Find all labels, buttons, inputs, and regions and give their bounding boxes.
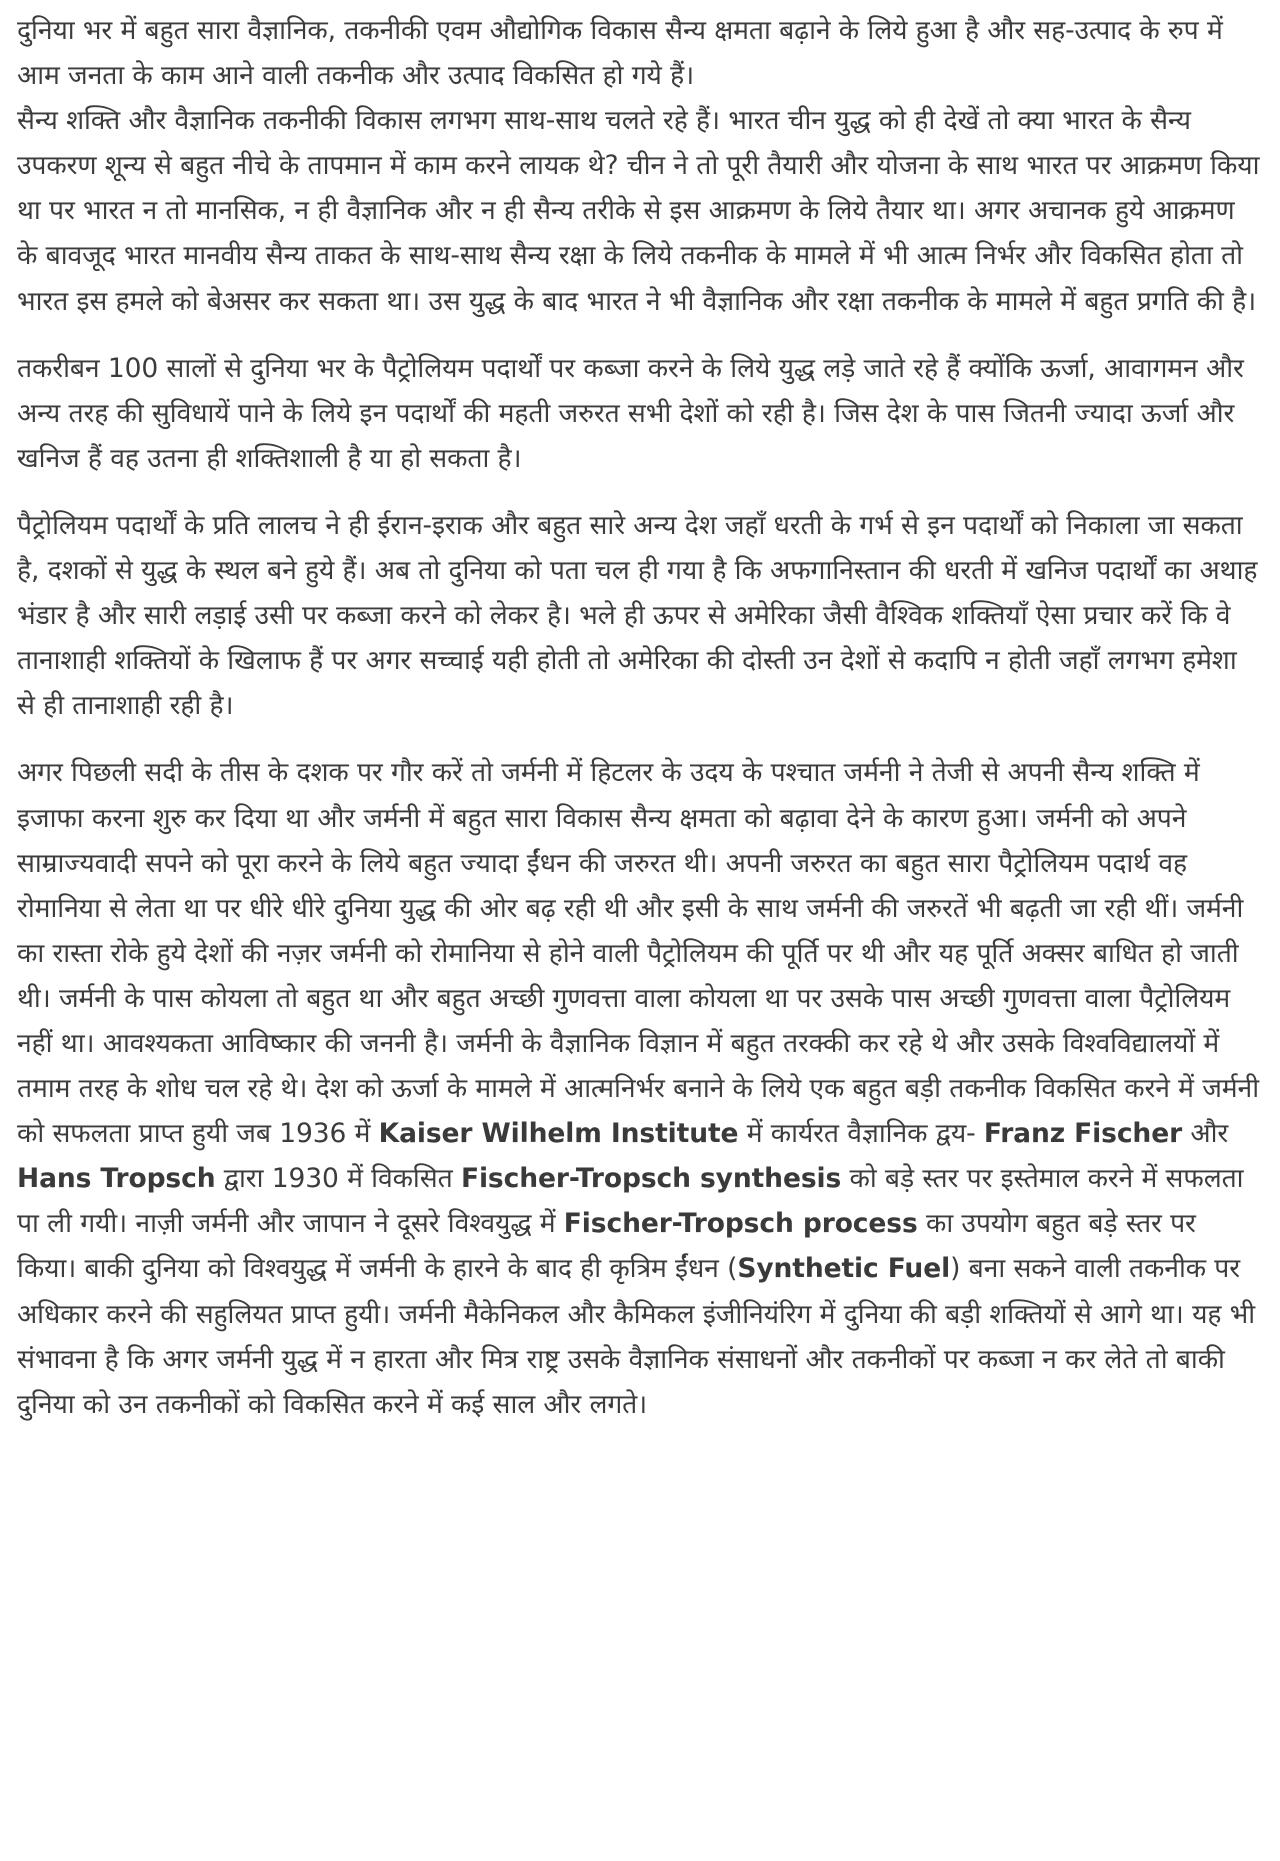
paragraph-1: दुनिया भर में बहुत सारा वैज्ञानिक, तकनीकी एवम औद्योगिक विकास सैन्य क्षमता बढ़ाने के लिये हुआ है और सह-उत्पाद के रुप में आम जनता के काम आने वाली तकनीक और उत्पाद विकसित हो गये हैं। [17, 15, 1223, 92]
paragraph-5-text-2: में कार्यरत वैज्ञानिक द्वय- [738, 1118, 984, 1150]
paragraph-5-text-6: का उपयोग बहुत बड़े स्तर पर किया। बाकी दुनिया को विश्वयुद्ध में जर्मनी के हारने के बाद ही कृत्रिम ईंधन ( [17, 1208, 1196, 1285]
paragraph-3: तकरीबन 100 सालों से दुनिया भर के पैट्रोलियम पदार्थों पर कब्जा करने के लिये युद्ध लड़े जाते रहे हैं क्योंकि ऊर्जा, आवागमन और अन्य तरह की सुविधायें पाने के लिये इन पदार्थों की महती जरुरत सभी देशों को रही है। जिस देश के पास जितनी ज्यादा ऊर्जा और खनिज हैं वह उतना ही शक्तिशाली है या हो सकता है। [17, 352, 1244, 474]
bold-term-fischer-tropsch-process: Fischer-Tropsch process [563, 1208, 918, 1240]
paragraph-5-text-7: ) बना सकने वाली तकनीक पर अधिकार करने की सहुलियत प्राप्त हुयी। जर्मनी मैकेनिकल और कैमिकल इंजीनियंरिग में दुनिया की बड़ी शक्तियों से आगे था। यह भी संभावना है कि अगर जर्मनी युद्ध में न हारता और मित्र राष्ट्र उसके वैज्ञानिक संसाधनों और तकनीकों पर कब्जा न कर लेते तो बाकी दुनिया को उन तकनीकों को विकसित करने में कई साल और लगते। [17, 1253, 1256, 1420]
paragraph-5-text-3: और [1182, 1118, 1229, 1150]
bold-term-kaiser-wilhelm-institute: Kaiser Wilhelm Institute [378, 1118, 739, 1150]
paragraph-5-text-1: अगर पिछली सदी के तीस के दशक पर गौर करें तो जर्मनी में हिटलर के उदय के पश्चात जर्मनी ने तेजी से अपनी सैन्य शक्ति में इजाफा करना शुरु कर दिया था और जर्मनी में बहुत सारा विकास सैन्य क्षमता को बढ़ावा देने के कारण हुआ। जर्मनी को अपने साम्राज्यवादी सपने को पूरा करने के लिये बहुत ज्यादा ईंधन की जरुरत थी। अपनी जरुरत का बहुत सारा पैट्रोलियम पदार्थ वह रोमानिया से लेता था पर धीरे धीरे दुनिया युद्ध की ओर बढ़ रही थी और इसी के साथ जर्मनी की जरुरतें भी बढ़ती जा रही थीं। जर्मनी का रास्ता रोके हुये देशों की नज़र जर्मनी को रोमानिया से होने वाली पैट्रोलियम की पूर्ति पर थी और यह पूर्ति अक्सर बाधित हो जाती थी। जर्मनी के पास कोयला तो बहुत था और बहुत अच्छी गुणवत्ता वाला कोयला था पर उसके पास अच्छी गुणवत्ता वाला पैट्रोलियम नहीं था। आवश्यकता आविष्कार की जननी है। जर्मनी के वैज्ञानिक विज्ञान में बहुत तरक्की कर रहे थे और उसके विश्वविद्यालयों में तमाम तरह के शोध चल रहे थे। देश को ऊर्जा के मामले में आत्मनिर्भर बनाने के लिये एक बहुत बड़ी तकनीक विकसित करने में जर्मनी को सफलता प्राप्त हुयी जब 1936 में [17, 757, 1260, 1150]
paragraph-5-text-5: को बड़े स्तर पर इस्तेमाल करने में सफलता पा ली गयी। नाज़ी जर्मनी और जापान ने दूसरे विश्वयुद्ध में [17, 1163, 1244, 1240]
bold-term-fischer-tropsch-synthesis: Fischer-Tropsch synthesis [460, 1163, 842, 1195]
bold-term-synthetic-fuel: Synthetic Fuel [737, 1253, 951, 1285]
paragraph-2: सैन्य शक्ति और वैज्ञानिक तकनीकी विकास लगभग साथ-साथ चलते रहे हैं। भारत चीन युद्ध को ही देखें तो क्या भारत के सैन्य उपकरण शून्य से बहुत नीचे के तापमान में काम करने लायक थे? चीन ने तो पूरी तैयारी और योजना के साथ भारत पर आक्रमण किया था पर भारत न तो मानसिक, न ही वैज्ञानिक और न ही सैन्य तरीके से इस आक्रमण के लिये तैयार था। अगर अचानक हुये आक्रमण के बावजूद भारत मानवीय सैन्य ताकत के साथ-साथ सैन्य रक्षा के लिये तकनीक के मामले में भी आत्म निर्भर और विकसित होता तो भारत इस हमले को बेअसर कर सकता था। उस युद्ध के बाद भारत ने भी वैज्ञानिक और रक्षा तकनीक के मामले में बहुत प्रगति की है। [17, 105, 1260, 317]
paragraph-5-text-4: द्वारा 1930 में विकसित [215, 1163, 461, 1195]
bold-term-hans-tropsch: Hans Tropsch [17, 1163, 216, 1195]
bold-term-franz-fischer: Franz Fischer [983, 1118, 1183, 1150]
paragraph-4: पैट्रोलियम पदार्थों के प्रति लालच ने ही ईरान-इराक और बहुत सारे अन्य देश जहाँ धरती के गर्भ से इन पदार्थों को निकाला जा सकता है, दशकों से युद्ध के स्थल बने हुये हैं। अब तो दुनिया को पता चल ही गया है कि अफगानिस्तान की धरती में खनिज पदार्थों का अथाह भंडार है और सारी लड़ाई उसी पर कब्जा करने को लेकर है। भले ही ऊपर से अमेरिका जैसी वैश्विक शक्तियाँ ऐसा प्रचार करें कि वे तानाशाही शक्तियों के खिलाफ हैं पर अगर सच्चाई यही होती तो अमेरिका की दोस्ती उन देशों से कदापि न होती जहाँ लगभग हमेशा से ही तानाशाही रही है। [17, 509, 1258, 722]
paragraph-5 [17, 750, 1260, 1426]
